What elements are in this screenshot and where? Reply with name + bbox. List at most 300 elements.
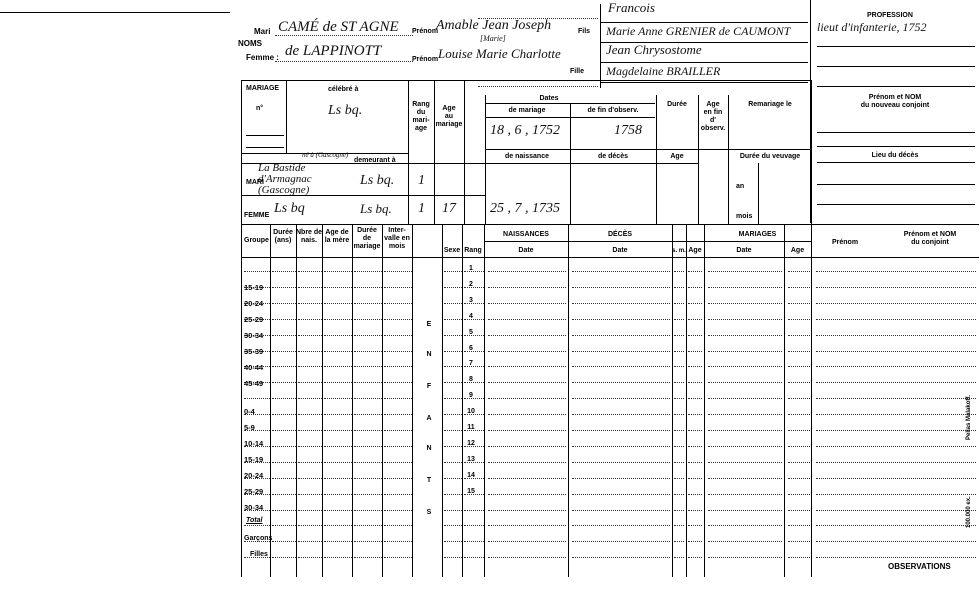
table-row bbox=[688, 494, 702, 495]
table-row bbox=[298, 510, 322, 511]
mariages-label: MARIAGES bbox=[738, 231, 777, 238]
table-row bbox=[572, 303, 670, 304]
table-row bbox=[816, 494, 976, 495]
children-table: Groupe Durée (ans) Nbre de nais. Age de la mère Durée de mariage Inter- valle en mois Sexe Rang NAISSANCES Date DÉCÈS Date s. m. Age MARIAGES Date Age Prénom Prénom et NOM du conjoint 15-19 20-24 25-29 30-34 35-39 40-44 45-49 0-4 5-9 10-14 15-19 20-24 25-29 30-34 Total Garçons Filles E N F A N T S 1 2 3 4 5 6 7 8 9 10 11 12 13 14 15 OBSERVATIONS bbox=[241, 224, 979, 577]
mariage-date-label: Date bbox=[736, 247, 752, 254]
table-row bbox=[464, 525, 484, 526]
sm-label: s. m. bbox=[672, 248, 686, 254]
table-row bbox=[324, 494, 352, 495]
date-fin-label: de fin d'observ. bbox=[587, 107, 639, 114]
table-row bbox=[272, 271, 296, 272]
table-row bbox=[384, 366, 412, 367]
prenom-label-lower: Prénom bbox=[832, 239, 859, 246]
table-row bbox=[444, 335, 462, 336]
table-row bbox=[354, 351, 382, 352]
sexe-label: Sexe bbox=[443, 247, 461, 254]
dotted-line bbox=[275, 61, 413, 62]
table-row bbox=[444, 525, 462, 526]
table-row bbox=[354, 494, 382, 495]
table-row bbox=[688, 366, 702, 367]
table-row bbox=[444, 430, 462, 431]
table-row bbox=[488, 351, 566, 352]
rank-number: 8 bbox=[469, 376, 473, 384]
table-row bbox=[272, 510, 296, 511]
table-row bbox=[298, 541, 322, 542]
table-row bbox=[488, 510, 566, 511]
table-row bbox=[354, 303, 382, 304]
table-row bbox=[324, 335, 352, 336]
table-row bbox=[488, 287, 566, 288]
table-row bbox=[384, 510, 412, 511]
table-row bbox=[688, 462, 702, 463]
table-row bbox=[298, 525, 322, 526]
table-row bbox=[572, 446, 670, 447]
table-row bbox=[688, 525, 702, 526]
table-row bbox=[324, 525, 352, 526]
deces-label-lower: DÉCÈS bbox=[607, 231, 633, 238]
femme-label: Femme : bbox=[246, 53, 279, 62]
rank-number: 4 bbox=[469, 312, 473, 320]
table-row bbox=[688, 430, 702, 431]
table-row bbox=[384, 382, 412, 383]
duree-label: Durée bbox=[667, 101, 687, 108]
intervalle-label: Inter- valle en mois bbox=[384, 227, 410, 250]
table-row bbox=[688, 510, 702, 511]
prenom-label: Prénom bbox=[412, 28, 439, 35]
mere-mari: Marie Anne GRENIER de CAUMONT bbox=[606, 24, 791, 38]
table-row bbox=[816, 287, 976, 288]
table-row bbox=[384, 303, 412, 304]
table-row bbox=[688, 287, 702, 288]
table-row bbox=[674, 303, 684, 304]
deces-date-label: Date bbox=[612, 247, 628, 254]
table-row bbox=[488, 557, 566, 558]
table-row bbox=[298, 430, 322, 431]
table-row bbox=[444, 351, 462, 352]
table-row bbox=[354, 525, 382, 526]
table-row bbox=[708, 494, 782, 495]
table-row bbox=[708, 430, 782, 431]
rank-number: 12 bbox=[467, 439, 475, 447]
table-row bbox=[488, 430, 566, 431]
table-row bbox=[354, 510, 382, 511]
table-row bbox=[572, 557, 670, 558]
date-fin-value: 1758 bbox=[614, 123, 642, 138]
naissance-date-label: Date bbox=[518, 247, 534, 254]
noms-label: NOMS bbox=[238, 39, 262, 48]
table-row bbox=[488, 414, 566, 415]
table-row bbox=[816, 319, 976, 320]
an-label: an bbox=[736, 183, 745, 190]
rank-number: 15 bbox=[467, 487, 475, 495]
table-row bbox=[674, 510, 684, 511]
table-row bbox=[384, 557, 412, 558]
table-row bbox=[444, 414, 462, 415]
table-row bbox=[488, 335, 566, 336]
mariage-label: MARIAGE bbox=[246, 85, 280, 92]
table-row bbox=[708, 287, 782, 288]
table-row bbox=[708, 303, 782, 304]
rank-number: 13 bbox=[467, 455, 475, 463]
table-row bbox=[816, 510, 976, 511]
table-row bbox=[708, 557, 782, 558]
table-row bbox=[788, 303, 810, 304]
table-row bbox=[244, 271, 270, 272]
table-row bbox=[384, 430, 412, 431]
mariage-section bbox=[241, 80, 812, 225]
table-row bbox=[572, 351, 670, 352]
table-row bbox=[272, 319, 296, 320]
table-row bbox=[788, 430, 810, 431]
table-row bbox=[444, 319, 462, 320]
table-row bbox=[444, 382, 462, 383]
table-row bbox=[816, 541, 976, 542]
table-row bbox=[464, 541, 484, 542]
femme-age: 17 bbox=[442, 201, 456, 216]
age-mariage-label: Age au mariage bbox=[435, 105, 463, 128]
pere-femme: Jean Chrysostome bbox=[606, 42, 702, 57]
rank-number: 3 bbox=[469, 296, 473, 304]
table-row bbox=[354, 414, 382, 415]
table-row bbox=[488, 478, 566, 479]
table-row bbox=[444, 287, 462, 288]
table-row bbox=[444, 494, 462, 495]
table-row bbox=[788, 319, 810, 320]
prenom-label-femme: Prénom bbox=[412, 56, 439, 63]
profession-label: PROFESSION bbox=[867, 12, 913, 19]
table-row bbox=[488, 462, 566, 463]
table-row bbox=[708, 478, 782, 479]
table-row bbox=[816, 271, 976, 272]
table-row bbox=[488, 398, 566, 399]
table-row bbox=[572, 462, 670, 463]
table-row bbox=[816, 414, 976, 415]
table-row bbox=[298, 319, 322, 320]
table-row bbox=[572, 335, 670, 336]
mari-nom: CAMÉ de ST AGNE bbox=[278, 19, 399, 35]
deces-label: de décès bbox=[598, 153, 628, 160]
rank-number: 11 bbox=[467, 424, 475, 431]
mari-label: Mari bbox=[254, 27, 271, 36]
table-row bbox=[688, 414, 702, 415]
femme-prenom: Louise Marie Charlotte bbox=[438, 46, 561, 61]
rank-number: 10 bbox=[467, 408, 475, 416]
rank-number: 5 bbox=[469, 328, 473, 336]
total-label: Total bbox=[246, 517, 263, 524]
table-row bbox=[272, 494, 296, 495]
table-row bbox=[384, 351, 412, 352]
table-row bbox=[444, 303, 462, 304]
table-row bbox=[788, 351, 810, 352]
table-row bbox=[354, 287, 382, 288]
table-row bbox=[788, 446, 810, 447]
conjoint-section bbox=[810, 88, 979, 223]
table-row bbox=[384, 287, 412, 288]
table-row bbox=[788, 335, 810, 336]
table-row bbox=[708, 525, 782, 526]
table-row bbox=[572, 287, 670, 288]
table-row bbox=[572, 398, 670, 399]
table-row bbox=[708, 414, 782, 415]
table-row bbox=[674, 319, 684, 320]
table-row bbox=[572, 494, 670, 495]
table-row bbox=[688, 335, 702, 336]
table-row bbox=[272, 414, 296, 415]
table-row bbox=[708, 541, 782, 542]
mariage-age-label: Age bbox=[790, 247, 805, 254]
table-row bbox=[572, 271, 670, 272]
table-row bbox=[324, 319, 352, 320]
table-row bbox=[788, 557, 810, 558]
deces-age-label: Age bbox=[688, 247, 702, 254]
table-row bbox=[298, 462, 322, 463]
table-row bbox=[572, 510, 670, 511]
table-row bbox=[572, 478, 670, 479]
table-row bbox=[816, 462, 976, 463]
table-row bbox=[444, 541, 462, 542]
rank-number: 1 bbox=[469, 265, 473, 272]
table-row bbox=[298, 335, 322, 336]
table-row bbox=[384, 525, 412, 526]
table-row bbox=[272, 462, 296, 463]
table-row bbox=[272, 351, 296, 352]
duree-veuvage-label: Durée du veuvage bbox=[739, 153, 801, 160]
table-row bbox=[384, 398, 412, 399]
table-row bbox=[488, 525, 566, 526]
table-row bbox=[324, 287, 352, 288]
table-row bbox=[674, 351, 684, 352]
table-row bbox=[788, 510, 810, 511]
table-row bbox=[674, 446, 684, 447]
table-row bbox=[688, 319, 702, 320]
table-row bbox=[788, 525, 810, 526]
garcons-label: Garçons bbox=[244, 535, 273, 542]
table-row bbox=[688, 382, 702, 383]
table-row bbox=[354, 478, 382, 479]
fils-label: Fils bbox=[578, 28, 591, 35]
table-row bbox=[788, 414, 810, 415]
table-row bbox=[298, 366, 322, 367]
table-row bbox=[444, 478, 462, 479]
table-row bbox=[298, 398, 322, 399]
dates-label: Dates bbox=[539, 95, 559, 102]
table-row bbox=[324, 271, 352, 272]
table-row bbox=[674, 462, 684, 463]
table-row bbox=[488, 446, 566, 447]
table-row bbox=[298, 271, 322, 272]
table-row bbox=[384, 335, 412, 336]
table-row bbox=[244, 398, 270, 399]
lieu-deces-label: Lieu du décès bbox=[871, 152, 919, 159]
table-row bbox=[444, 271, 462, 272]
duree-mariage-label: Durée de mariage bbox=[353, 227, 381, 250]
table-row bbox=[488, 303, 566, 304]
table-row bbox=[324, 303, 352, 304]
table-row bbox=[708, 446, 782, 447]
table-row bbox=[324, 478, 352, 479]
femme-rang: 1 bbox=[418, 201, 425, 216]
table-row bbox=[354, 335, 382, 336]
table-row bbox=[354, 430, 382, 431]
table-row bbox=[488, 366, 566, 367]
age-label-2: Age bbox=[670, 153, 684, 160]
date-mariage-label: de mariage bbox=[508, 107, 546, 114]
table-row bbox=[674, 541, 684, 542]
observations-label: OBSERVATIONS bbox=[888, 562, 951, 571]
table-row bbox=[444, 398, 462, 399]
table-row bbox=[324, 351, 352, 352]
table-row bbox=[674, 494, 684, 495]
table-row bbox=[816, 430, 976, 431]
table-row bbox=[298, 414, 322, 415]
table-row bbox=[324, 446, 352, 447]
table-row bbox=[708, 366, 782, 367]
table-row bbox=[324, 510, 352, 511]
table-row bbox=[324, 382, 352, 383]
table-row bbox=[272, 525, 296, 526]
date-mariage-value: 18 , 6 , 1752 bbox=[490, 123, 560, 138]
table-row bbox=[816, 557, 976, 558]
table-row bbox=[688, 478, 702, 479]
table-row bbox=[488, 494, 566, 495]
table-row bbox=[354, 557, 382, 558]
remariage-label: Remariage le bbox=[748, 101, 792, 108]
table-row bbox=[708, 382, 782, 383]
table-row bbox=[788, 271, 810, 272]
table-row bbox=[488, 271, 566, 272]
table-row bbox=[272, 303, 296, 304]
table-row bbox=[708, 510, 782, 511]
table-row bbox=[572, 430, 670, 431]
table-row bbox=[324, 414, 352, 415]
filles-label: Filles bbox=[250, 551, 268, 558]
table-row bbox=[384, 494, 412, 495]
rank-number: 9 bbox=[469, 392, 473, 400]
table-row bbox=[816, 478, 976, 479]
table-row bbox=[674, 382, 684, 383]
table-row bbox=[272, 398, 296, 399]
table-row bbox=[708, 319, 782, 320]
naissances-label: NAISSANCES bbox=[503, 231, 549, 238]
table-row bbox=[324, 541, 352, 542]
profession-value: lieut d'infanterie, 1752 bbox=[817, 20, 927, 34]
table-row bbox=[384, 541, 412, 542]
table-row bbox=[674, 414, 684, 415]
table-row bbox=[674, 557, 684, 558]
table-row bbox=[272, 287, 296, 288]
age-mere-label: Age de la mère bbox=[324, 229, 350, 244]
table-row bbox=[816, 382, 976, 383]
parents-box bbox=[598, 0, 810, 88]
table-row bbox=[444, 462, 462, 463]
table-row bbox=[298, 303, 322, 304]
nbre-nais-label: Nbre de nais. bbox=[296, 229, 323, 244]
table-row bbox=[788, 366, 810, 367]
table-row bbox=[708, 335, 782, 336]
table-row bbox=[674, 366, 684, 367]
table-row bbox=[788, 478, 810, 479]
table-row bbox=[354, 462, 382, 463]
table-row bbox=[816, 303, 976, 304]
mere-femme: Magdelaine BRAILLER bbox=[606, 64, 721, 78]
table-row bbox=[298, 351, 322, 352]
table-row bbox=[384, 446, 412, 447]
table-row bbox=[354, 319, 382, 320]
femme-demeurant: Ls bq. bbox=[360, 201, 392, 216]
margin-rule bbox=[0, 12, 230, 13]
table-row bbox=[674, 525, 684, 526]
table-row bbox=[674, 398, 684, 399]
groupe-label: Groupe bbox=[244, 237, 269, 244]
table-row bbox=[816, 525, 976, 526]
table-row bbox=[674, 478, 684, 479]
table-row bbox=[384, 271, 412, 272]
table-row bbox=[244, 525, 270, 526]
table-row bbox=[572, 541, 670, 542]
table-row bbox=[688, 271, 702, 272]
table-row bbox=[324, 366, 352, 367]
table-row bbox=[688, 303, 702, 304]
rang-label: Rang du mari- age bbox=[412, 101, 430, 132]
dotted-line bbox=[275, 35, 413, 36]
table-row bbox=[444, 366, 462, 367]
table-row bbox=[298, 494, 322, 495]
table-row bbox=[444, 557, 462, 558]
profession-box bbox=[810, 0, 979, 88]
mari-label-row: MARI bbox=[246, 179, 264, 186]
table-row bbox=[788, 287, 810, 288]
table-row bbox=[298, 446, 322, 447]
nouveau-conjoint-label: Prénom et NOM du nouveau conjoint bbox=[860, 94, 930, 109]
table-row bbox=[674, 335, 684, 336]
table-row bbox=[688, 541, 702, 542]
table-row bbox=[298, 287, 322, 288]
demeurant-label: demeurant à bbox=[354, 157, 396, 164]
table-row bbox=[708, 351, 782, 352]
table-row bbox=[674, 430, 684, 431]
table-row bbox=[572, 366, 670, 367]
table-row bbox=[272, 446, 296, 447]
mari-prenom-note: [Marie] bbox=[480, 34, 506, 43]
table-row bbox=[788, 462, 810, 463]
table-row bbox=[708, 462, 782, 463]
table-row bbox=[324, 462, 352, 463]
table-row bbox=[272, 366, 296, 367]
table-row bbox=[464, 510, 484, 511]
age-fin-label: Age en fin d' observ. bbox=[700, 101, 726, 132]
celebre-value: Ls bq. bbox=[328, 103, 363, 118]
table-row bbox=[384, 414, 412, 415]
mari-rang: 1 bbox=[418, 173, 425, 188]
table-row bbox=[816, 366, 976, 367]
table-row bbox=[298, 382, 322, 383]
table-row bbox=[298, 557, 322, 558]
table-row bbox=[272, 557, 296, 558]
table-row bbox=[688, 351, 702, 352]
table-row bbox=[354, 398, 382, 399]
table-row bbox=[384, 462, 412, 463]
fille-label: Fille bbox=[570, 68, 585, 75]
table-row bbox=[674, 271, 684, 272]
mari-demeurant: Ls bq. bbox=[360, 173, 395, 188]
table-row bbox=[272, 382, 296, 383]
table-row bbox=[354, 366, 382, 367]
table-row bbox=[788, 398, 810, 399]
table-row bbox=[816, 351, 976, 352]
table-row bbox=[816, 335, 976, 336]
prenom-nom-conjoint-label: Prénom et NOM du conjoint bbox=[903, 231, 957, 246]
table-row bbox=[272, 478, 296, 479]
